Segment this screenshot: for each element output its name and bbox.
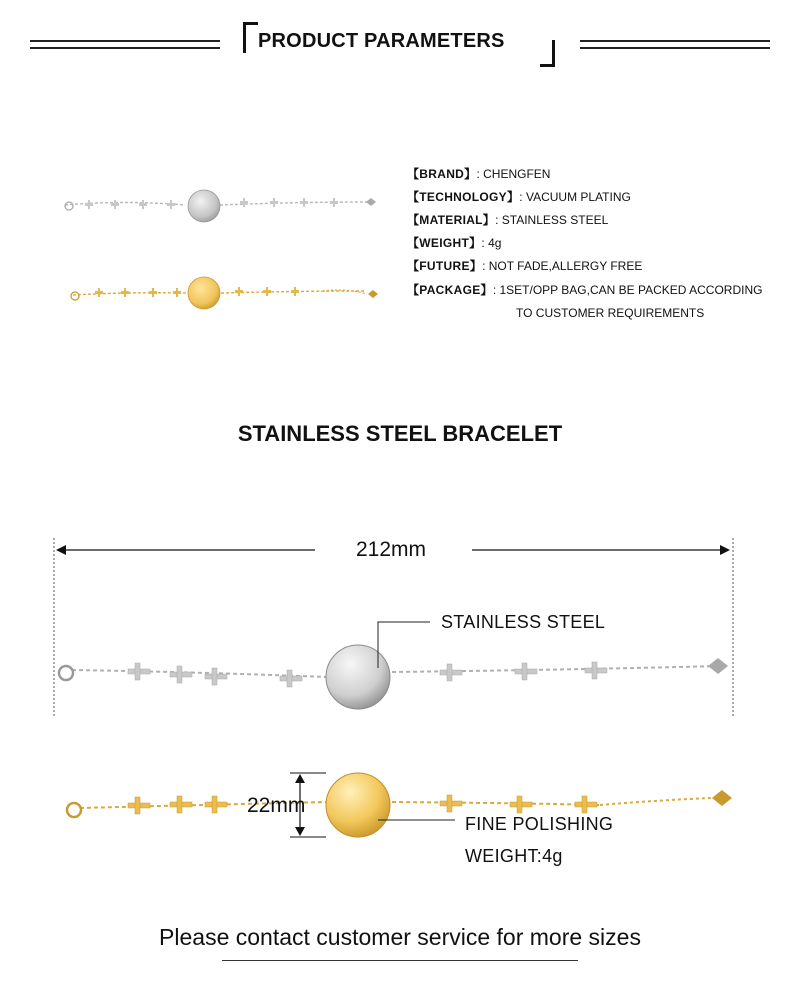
spec-future: 【FUTURE】: NOT FADE,ALLERGY FREE bbox=[407, 259, 643, 273]
gold-disc bbox=[326, 773, 390, 837]
small-gold-bracelet bbox=[71, 277, 378, 309]
spec-weight: 【WEIGHT】: 4g bbox=[407, 236, 502, 250]
spec-technology: 【TECHNOLOGY】: VACUUM PLATING bbox=[407, 190, 631, 204]
gold-bracelet bbox=[67, 773, 732, 837]
small-silver-bracelet bbox=[65, 190, 376, 222]
small-bracelets-image bbox=[55, 178, 395, 313]
header-rule-right bbox=[580, 40, 770, 49]
length-label: 212mm bbox=[356, 538, 427, 561]
section-title: STAINLESS STEEL BRACELET bbox=[237, 421, 563, 446]
page-title: PRODUCT PARAMETERS bbox=[258, 30, 505, 52]
spec-package-continuation: TO CUSTOMER REQUIREMENTS bbox=[516, 306, 705, 320]
bracelet-dimension-diagram bbox=[0, 520, 800, 850]
footer-underline bbox=[222, 960, 578, 961]
spec-brand: 【BRAND】: CHENGFEN bbox=[407, 167, 551, 181]
header-bracket-bottom-right bbox=[540, 40, 555, 67]
diameter-label: 22mm bbox=[247, 794, 306, 817]
weight-label: WEIGHT:4g bbox=[465, 846, 563, 866]
header-rule-left bbox=[30, 40, 220, 49]
silver-bracelet bbox=[59, 645, 728, 709]
material-label: STAINLESS STEEL bbox=[441, 612, 606, 632]
footer-note: Please contact customer service for more sizes bbox=[159, 924, 641, 950]
spec-material: 【MATERIAL】: STAINLESS STEEL bbox=[407, 213, 609, 227]
finish-label: FINE POLISHING bbox=[465, 814, 614, 834]
silver-disc bbox=[326, 645, 390, 709]
spec-package: 【PACKAGE】: 1SET/OPP BAG,CAN BE PACKED ACCORDING bbox=[407, 283, 763, 297]
header-bracket-top-left bbox=[243, 22, 258, 53]
